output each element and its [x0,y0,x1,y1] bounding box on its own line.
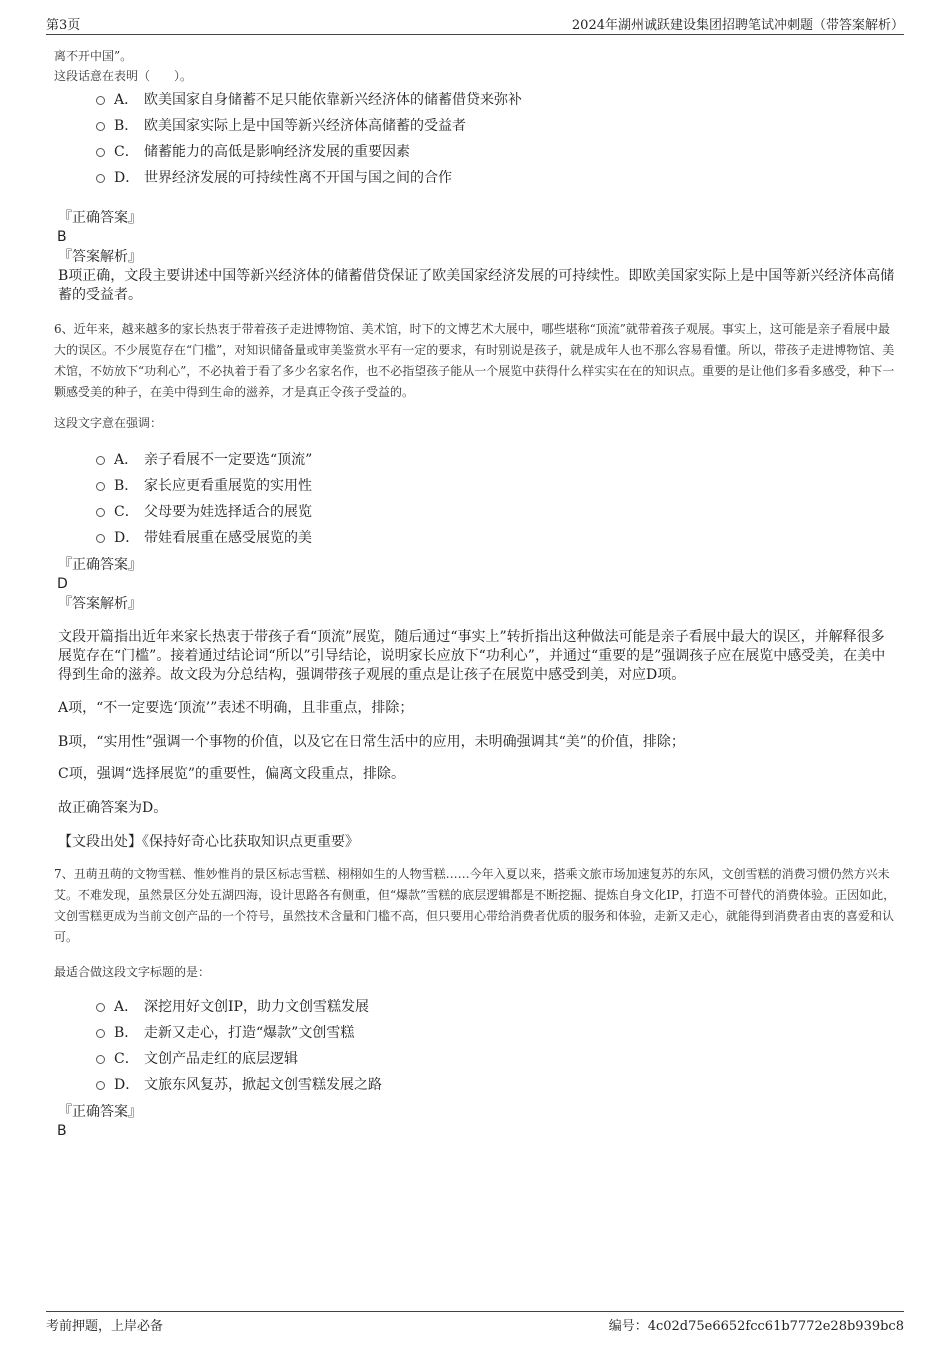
radio-icon[interactable] [96,1055,105,1064]
q7-option-a[interactable]: A． 深挖用好文创IP，助力文创雪糕发展 [96,997,369,1017]
q5-answer: B [57,229,67,245]
document-title: 2024年湖州诚跃建设集团招聘笔试冲刺题（带答案解析） [571,18,904,33]
q5-option-a[interactable]: A． 欧美国家自身储蓄不足只能依靠新兴经济体的储蓄借贷来弥补 [96,90,522,110]
radio-icon[interactable] [96,174,105,183]
q6-analysis-a: A项，“不一定要选‘顶流’”表述不明确，且非重点，排除； [58,700,414,716]
q6-answer-label: 『正确答案』 [58,557,142,573]
q7-answer-label: 『正确答案』 [58,1104,142,1120]
radio-icon[interactable] [96,122,105,131]
q6-analysis-conclusion: 故正确答案为D。 [58,800,168,816]
q6-answer: D [57,576,68,592]
radio-icon[interactable] [96,456,105,465]
radio-icon[interactable] [96,482,105,491]
radio-icon[interactable] [96,508,105,517]
radio-icon[interactable] [96,96,105,105]
q5-passage-end: 离不开中国”。 [54,49,133,63]
q5-analysis-label: 『答案解析』 [58,249,142,265]
document-code: 编号：4c02d75e6652fcc61b7772e28b939bc8 [608,1319,904,1334]
q6-option-c[interactable]: C． 父母要为娃选择适合的展览 [96,502,312,522]
q5-option-d[interactable]: D． 世界经济发展的可持续性离不开国与国之间的合作 [96,168,452,188]
q5-answer-label: 『正确答案』 [58,210,142,226]
q7-option-b[interactable]: B． 走新又走心，打造“爆款”文创雪糕 [96,1023,354,1043]
radio-icon[interactable] [96,148,105,157]
q6-analysis-main: 文段开篇指出近年来家长热衷于带孩子看“顶流”展览，随后通过“事实上”转折指出这种做法可能是亲子看展中最大的误区，并解释很多展览存在“门槛”。接着通过结论词“所以”引导结论，说明家长应放下“功利心”，并通过“重要的是”强调孩子应在展览中感受美，在美中得到生命的滋养。故文段为分总结构，强调带孩子观展的重点是让孩子在展览中感受到美，对应D项。 [58,629,886,683]
q5-stem: 这段话意在表明（ ）。 [54,69,193,83]
page-number: 第3页 [46,18,81,33]
radio-icon[interactable] [96,1003,105,1012]
q5-analysis: B项正确，文段主要讲述中国等新兴经济体的储蓄借贷保证了欧美国家经济发展的可持续性。即欧美国家实际上是中国等新兴经济体高储蓄的受益者。 [58,268,895,303]
radio-icon[interactable] [96,534,105,543]
q6-analysis-b: B项，“实用性”强调一个事物的价值，以及它在日常生活中的应用，未明确强调其“美”的价值，排除； [58,734,685,750]
q6-option-a[interactable]: A． 亲子看展不一定要选“顶流” [96,450,312,470]
footer-slogan: 考前押题，上岸必备 [46,1319,164,1334]
q6-option-b[interactable]: B． 家长应更看重展览的实用性 [96,476,312,496]
q7-passage: 7、丑萌丑萌的文物雪糕、惟妙惟肖的景区标志雪糕、栩栩如生的人物雪糕……今年入夏以来，搭乘文旅市场加速复苏的东风，文创雪糕的消费习惯仍然方兴未艾。不难发现，虽然景区分处五湖四海，设计思路各有侧重，但“爆款”雪糕的底层逻辑都是不断挖掘、提炼自身文化IP，打造不可替代的消费体验。正因如此，文创雪糕更成为当前文创产品的一个符号，虽然技术含量和门槛不高，但只要用心带给消费者优质的服务和体验，走新又走心，就能得到消费者由衷的喜爱和认可。 [54,867,896,944]
radio-icon[interactable] [96,1029,105,1038]
radio-icon[interactable] [96,1081,105,1090]
q6-option-d[interactable]: D． 带娃看展重在感受展览的美 [96,528,312,548]
q7-option-d[interactable]: D． 文旅东风复苏，掀起文创雪糕发展之路 [96,1075,382,1095]
q7-option-c[interactable]: C． 文创产品走红的底层逻辑 [96,1049,298,1069]
q6-source: 【文段出处】《保持好奇心比获取知识点更重要》 [58,834,359,850]
q6-analysis-c: C项，强调“选择展览”的重要性，偏离文段重点，排除。 [58,766,406,782]
q5-option-c[interactable]: C． 储蓄能力的高低是影响经济发展的重要因素 [96,142,410,162]
q5-option-b[interactable]: B． 欧美国家实际上是中国等新兴经济体高储蓄的受益者 [96,116,466,136]
q7-answer: B [57,1123,67,1139]
q6-stem: 这段文字意在强调： [54,416,163,430]
q6-passage: 6、近年来，越来越多的家长热衷于带着孩子走进博物馆、美术馆，时下的文博艺术大展中，哪些堪称“顶流”就带着孩子观展。事实上，这可能是亲子看展中最大的误区。不少展览存在“门槛”，对知识储备量或审美鉴赏水平有一定的要求，有时别说是孩子，就是成年人也不那么容易看懂。所以，带孩子走进博物馆、美术馆，不妨放下“功利心”，不必执着于看了多少名家名作，也不必指望孩子能从一个展览中获得什么样实实在在的知识点。重要的是让他们多看多感受，种下一颗感受美的种子，在美中得到生命的滋养，才是真正令孩子受益的。 [54,322,895,399]
q7-stem: 最适合做这段文字标题的是： [54,965,211,979]
q6-analysis-label: 『答案解析』 [58,596,142,612]
page-header [46,14,904,35]
page-footer [46,1311,904,1334]
